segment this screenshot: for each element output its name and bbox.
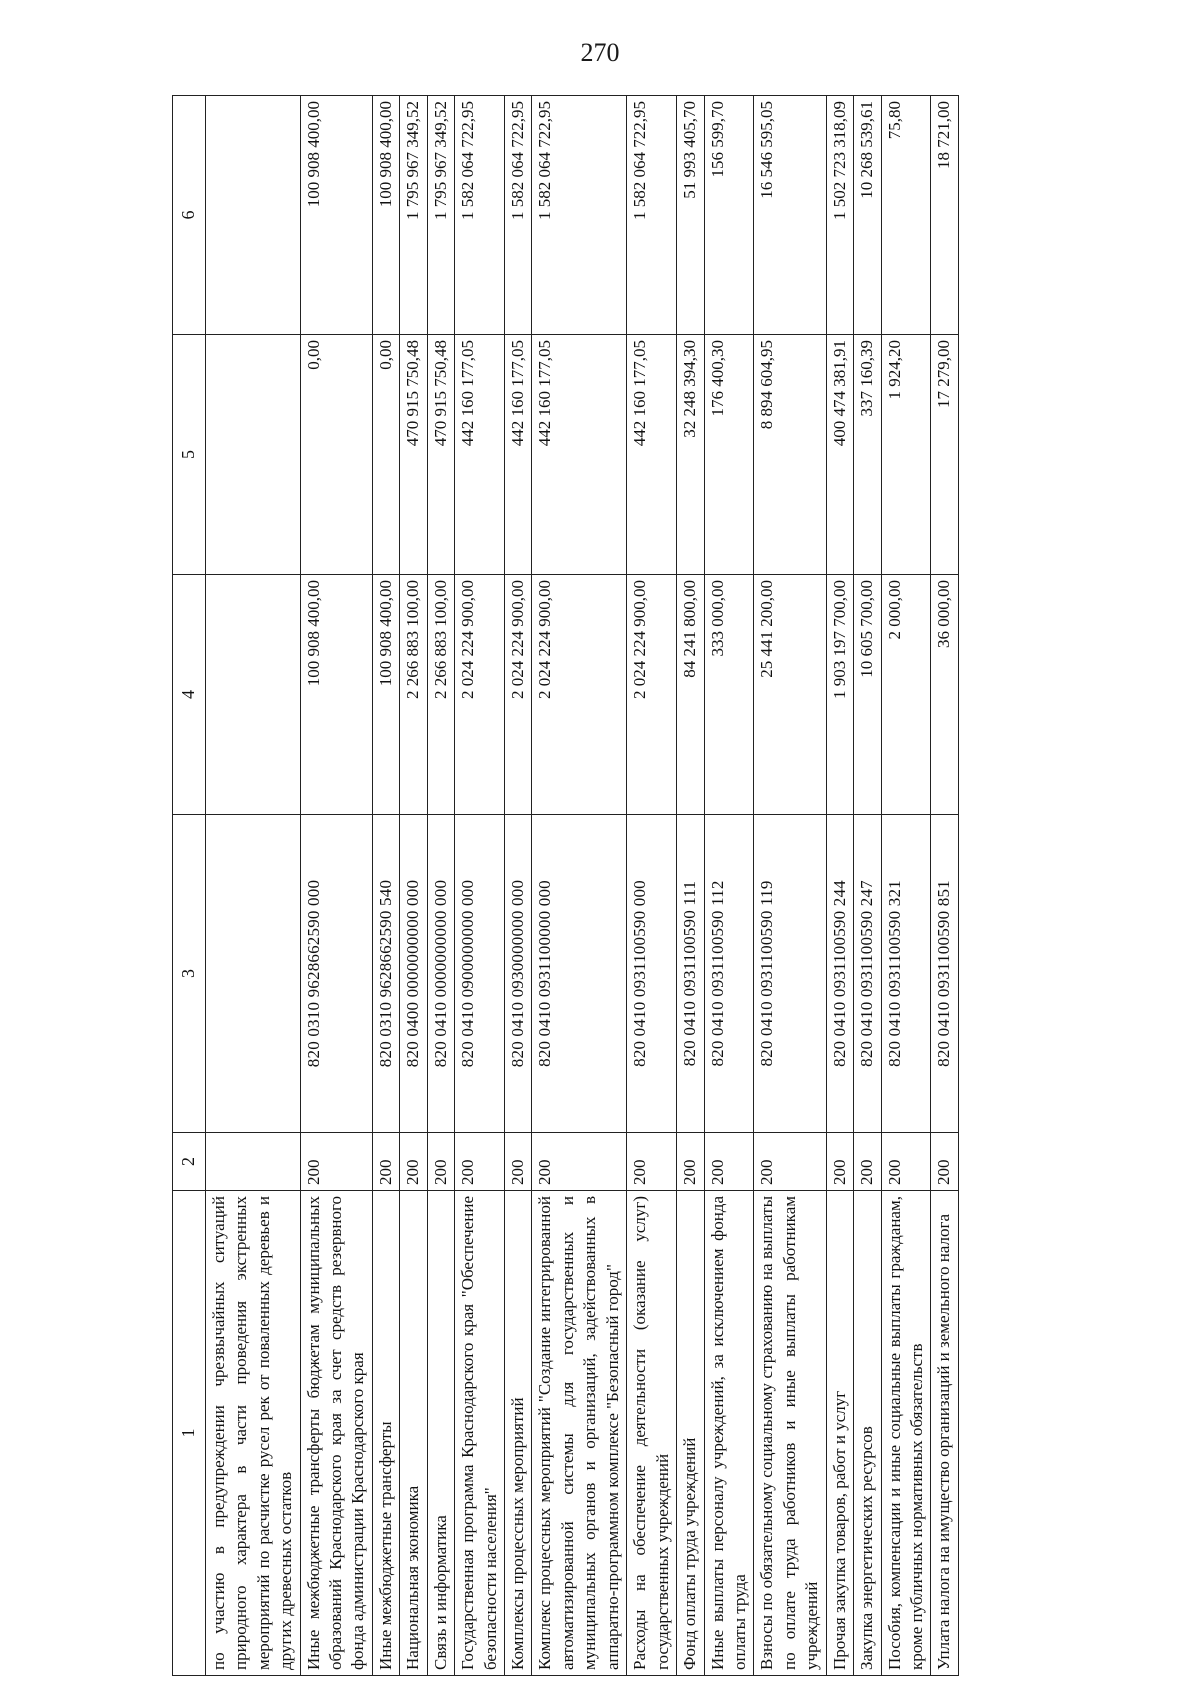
row-budget-code-cell: 820 0410 0931100590 119 (754, 815, 826, 1133)
row-approved-amount-cell: 1 903 197 700,00 (826, 575, 853, 815)
table-header-row (173, 96, 206, 1676)
row-name-cell: Пособия, компенсации и иные социальные выплаты гражданам, кроме публичных нормативных обязательств (881, 1191, 931, 1676)
row-name-cell: Закупка энергетических ресурсов (854, 1191, 881, 1676)
row-name-cell: Иные межбюджетные трансферты бюджетам муниципальных образований Краснодарского края за счет средств резервного фонда администрации Краснодарского края (300, 1191, 372, 1676)
row-name-cell: Прочая закупка товаров, работ и услуг (826, 1191, 853, 1676)
row-approved-amount-cell: 2 000,00 (881, 575, 931, 815)
row-admin-code-cell: 200 (754, 1133, 826, 1191)
row-budget-code-cell: 820 0410 0931100590 112 (704, 815, 754, 1133)
row-name-cell: Расходы на обеспечение деятельности (оказание услуг) государственных учреждений (627, 1191, 677, 1676)
page-number: 270 (580, 38, 620, 67)
row-admin-code-cell: 200 (704, 1133, 754, 1191)
row-remainder-amount-cell: 10 268 539,61 (854, 96, 881, 335)
row-budget-code-cell: 820 0410 0931100590 321 (881, 815, 931, 1133)
row-remainder-amount-cell: 18 721,00 (931, 96, 958, 335)
budget-execution-table (172, 95, 959, 1676)
header-col-4: 4 (173, 575, 206, 815)
row-budget-code-cell: 820 0310 9628662590 000 (300, 815, 372, 1133)
row-executed-amount-cell: 400 474 381,91 (826, 335, 853, 575)
row-approved-amount-cell: 2 024 224 900,00 (627, 575, 677, 815)
row-executed-amount-cell: 337 160,39 (854, 335, 881, 575)
row-name-cell: Иные межбюджетные трансферты (372, 1191, 399, 1676)
row-approved-amount-cell: 36 000,00 (931, 575, 958, 815)
row-remainder-amount-cell: 1 582 064 722,95 (532, 96, 627, 335)
row-admin-code-cell: 200 (427, 1133, 454, 1191)
table-row (505, 96, 532, 1676)
row-budget-code-cell: 820 0410 0930000000 000 (505, 815, 532, 1133)
row-budget-code-cell: 820 0410 0000000000 000 (427, 815, 454, 1133)
row-approved-amount-cell: 2 024 224 900,00 (532, 575, 627, 815)
table-row (427, 96, 454, 1676)
row-name-cell: Уплата налога на имущество организаций и земельного налога (931, 1191, 958, 1676)
row-approved-amount-cell: 100 908 400,00 (372, 575, 399, 815)
row-admin-code-cell: 200 (826, 1133, 853, 1191)
row-remainder-amount-cell: 1 502 723 318,09 (826, 96, 853, 335)
table-row (455, 96, 505, 1676)
row-remainder-amount-cell: 1 795 967 349,52 (400, 96, 427, 335)
table-row (826, 96, 853, 1676)
row-remainder-amount-cell: 1 582 064 722,95 (505, 96, 532, 335)
row-executed-amount-cell: 442 160 177,05 (505, 335, 532, 575)
table-body (205, 96, 958, 1676)
table-row (677, 96, 704, 1676)
header-col-2: 2 (173, 1133, 206, 1191)
row-budget-code-cell: 820 0410 0931100000 000 (532, 815, 627, 1133)
row-admin-code-cell: 200 (505, 1133, 532, 1191)
row-approved-amount-cell: 84 241 800,00 (677, 575, 704, 815)
row-approved-amount-cell: 333 000,00 (704, 575, 754, 815)
row-admin-code-cell: 200 (931, 1133, 958, 1191)
row-executed-amount-cell: 442 160 177,05 (627, 335, 677, 575)
row-name-cell: Фонд оплаты труда учреждений (677, 1191, 704, 1676)
row-remainder-amount-cell (205, 96, 300, 335)
rotated-table-container (172, 96, 1177, 1676)
row-admin-code-cell: 200 (854, 1133, 881, 1191)
row-executed-amount-cell: 442 160 177,05 (532, 335, 627, 575)
table-row (704, 96, 754, 1676)
table-row (372, 96, 399, 1676)
row-budget-code-cell: 820 0410 0931100590 000 (627, 815, 677, 1133)
row-executed-amount-cell: 1 924,20 (881, 335, 931, 575)
row-remainder-amount-cell: 1 795 967 349,52 (427, 96, 454, 335)
row-executed-amount-cell: 0,00 (372, 335, 399, 575)
row-name-cell: Комплекс процессных мероприятий "Создание интегрированной автоматизированной системы для государственных и муниципальных органов и организаций, задействованных в аппаратно-программном комплексе "Безопасный город" (532, 1191, 627, 1676)
table-row (854, 96, 881, 1676)
row-name-cell: по участию в предупреждении чрезвычайных ситуаций природного характера в части проведения экстренных мероприятий по расчистке русел рек от поваленных деревьев и других древесных остатков (205, 1191, 300, 1676)
row-admin-code-cell: 200 (677, 1133, 704, 1191)
row-remainder-amount-cell: 100 908 400,00 (300, 96, 372, 335)
row-remainder-amount-cell: 156 599,70 (704, 96, 754, 335)
table-row (532, 96, 627, 1676)
row-budget-code-cell: 820 0410 0931100590 244 (826, 815, 853, 1133)
row-executed-amount-cell: 442 160 177,05 (455, 335, 505, 575)
row-name-cell: Национальная экономика (400, 1191, 427, 1676)
row-admin-code-cell: 200 (455, 1133, 505, 1191)
row-executed-amount-cell: 176 400,30 (704, 335, 754, 575)
row-admin-code-cell: 200 (300, 1133, 372, 1191)
row-admin-code-cell: 200 (627, 1133, 677, 1191)
row-approved-amount-cell: 10 605 700,00 (854, 575, 881, 815)
row-admin-code-cell (205, 1133, 300, 1191)
row-executed-amount-cell (205, 335, 300, 575)
row-budget-code-cell (205, 815, 300, 1133)
row-budget-code-cell: 820 0410 0900000000 000 (455, 815, 505, 1133)
row-name-cell: Связь и информатика (427, 1191, 454, 1676)
table-row (627, 96, 677, 1676)
row-approved-amount-cell: 2 266 883 100,00 (427, 575, 454, 815)
row-remainder-amount-cell: 100 908 400,00 (372, 96, 399, 335)
row-name-cell: Взносы по обязательному социальному страхованию на выплаты по оплате труда работников и иные выплаты работникам учреждений (754, 1191, 826, 1676)
row-admin-code-cell: 200 (532, 1133, 627, 1191)
table-row (205, 96, 300, 1676)
row-remainder-amount-cell: 16 546 595,05 (754, 96, 826, 335)
table-row (931, 96, 958, 1676)
row-name-cell: Комплексы процессных мероприятий (505, 1191, 532, 1676)
header-col-5: 5 (173, 335, 206, 575)
header-col-1: 1 (173, 1191, 206, 1676)
row-executed-amount-cell: 470 915 750,48 (400, 335, 427, 575)
table-row (400, 96, 427, 1676)
row-approved-amount-cell: 2 266 883 100,00 (400, 575, 427, 815)
row-budget-code-cell: 820 0410 0931100590 111 (677, 815, 704, 1133)
header-col-6: 6 (173, 96, 206, 335)
row-remainder-amount-cell: 75,80 (881, 96, 931, 335)
row-budget-code-cell: 820 0410 0931100590 851 (931, 815, 958, 1133)
row-remainder-amount-cell: 1 582 064 722,95 (455, 96, 505, 335)
header-col-3: 3 (173, 815, 206, 1133)
row-name-cell: Государственная программа Краснодарского края "Обеспечение безопасности населения" (455, 1191, 505, 1676)
row-budget-code-cell: 820 0400 0000000000 000 (400, 815, 427, 1133)
row-admin-code-cell: 200 (372, 1133, 399, 1191)
row-remainder-amount-cell: 51 993 405,70 (677, 96, 704, 335)
row-budget-code-cell: 820 0310 9628662590 540 (372, 815, 399, 1133)
row-approved-amount-cell: 100 908 400,00 (300, 575, 372, 815)
row-approved-amount-cell (205, 575, 300, 815)
row-executed-amount-cell: 470 915 750,48 (427, 335, 454, 575)
row-executed-amount-cell: 17 279,00 (931, 335, 958, 575)
row-executed-amount-cell: 32 248 394,30 (677, 335, 704, 575)
row-budget-code-cell: 820 0410 0931100590 247 (854, 815, 881, 1133)
table-row (881, 96, 931, 1676)
row-executed-amount-cell: 8 894 604,95 (754, 335, 826, 575)
row-remainder-amount-cell: 1 582 064 722,95 (627, 96, 677, 335)
row-executed-amount-cell: 0,00 (300, 335, 372, 575)
row-approved-amount-cell: 25 441 200,00 (754, 575, 826, 815)
row-admin-code-cell: 200 (400, 1133, 427, 1191)
row-approved-amount-cell: 2 024 224 900,00 (505, 575, 532, 815)
table-row (754, 96, 826, 1676)
row-approved-amount-cell: 2 024 224 900,00 (455, 575, 505, 815)
table-row (300, 96, 372, 1676)
row-name-cell: Иные выплаты персоналу учреждений, за исключением фонда оплаты труда (704, 1191, 754, 1676)
row-admin-code-cell: 200 (881, 1133, 931, 1191)
